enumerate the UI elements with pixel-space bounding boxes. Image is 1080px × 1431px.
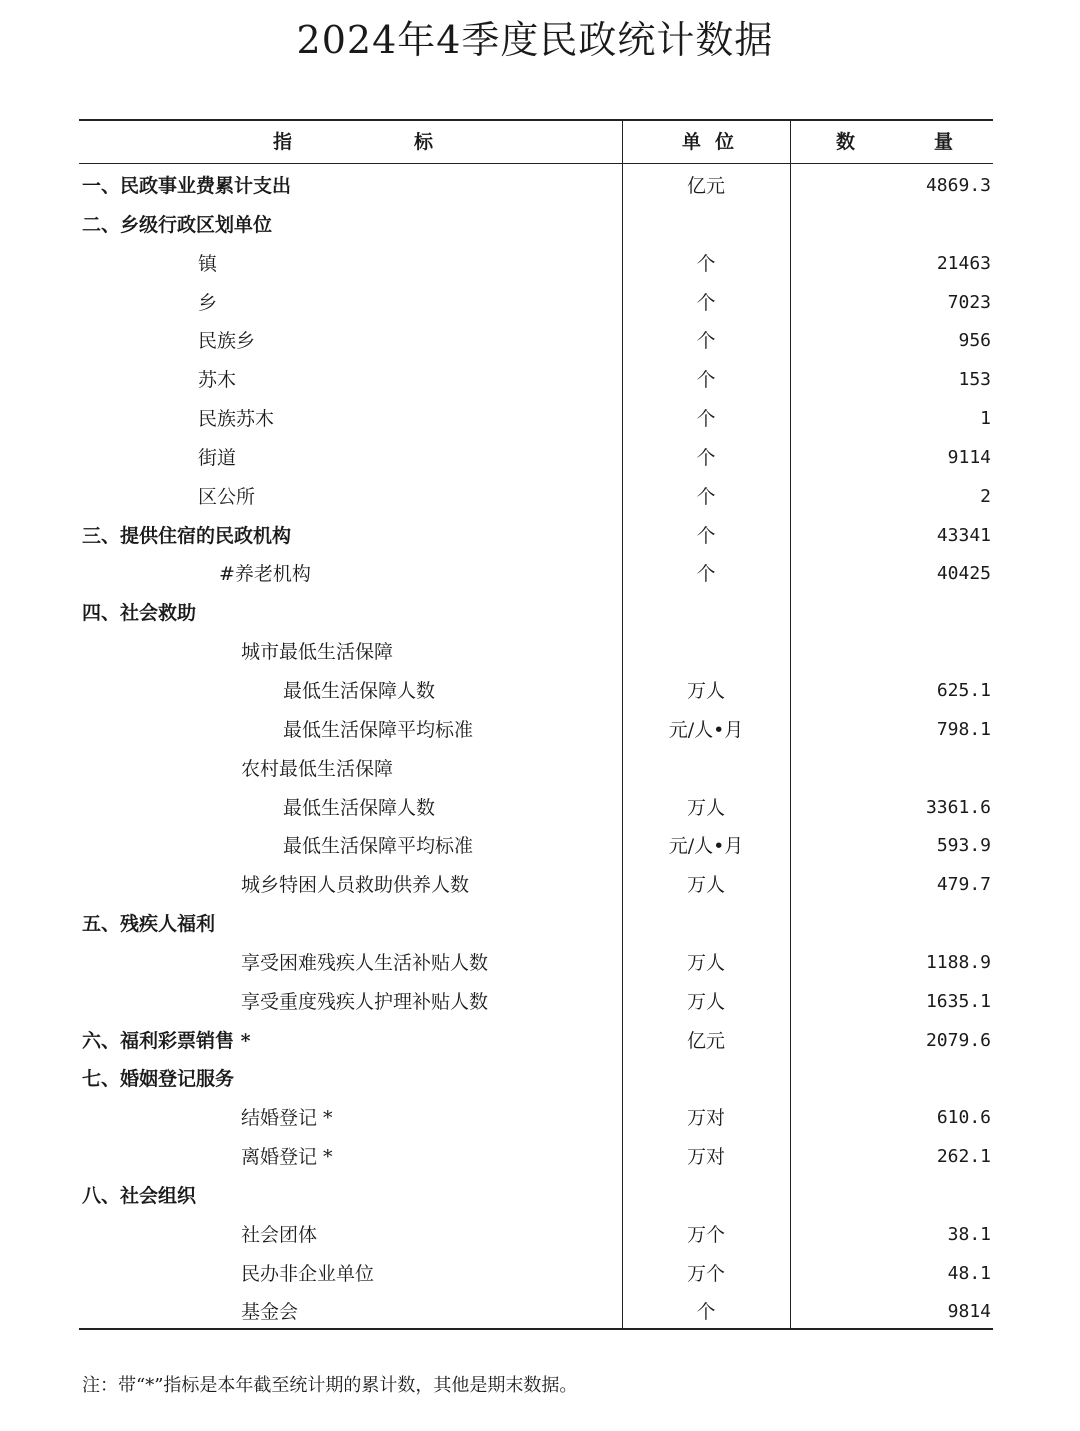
row-unit: 万个 [686,1223,725,1246]
row-value: 40425 [936,563,991,585]
row-value: 479.7 [936,874,991,896]
row-unit: 个 [696,291,716,314]
row-unit: 个 [696,330,716,353]
row-indicator: 基金会 [241,1301,299,1324]
table-row [79,1060,993,1099]
table-row [79,1293,993,1332]
row-value: 3361.6 [925,796,991,818]
header-indicator-char: 指 [273,131,293,153]
header-unit-char: 位 [714,131,734,153]
row-unit: 万人 [686,679,725,702]
row-indicator: 乡 [198,291,218,314]
table-row [79,1099,993,1138]
row-indicator: 结婚登记 * [241,1107,333,1130]
row-indicator: 城乡特困人员救助供养人数 [241,874,470,897]
row-value: 1 [980,408,991,430]
header-value-char: 量 [933,131,953,153]
table-row [79,439,993,478]
row-unit: 万人 [686,874,725,897]
row-indicator: 四、社会救助 [82,602,197,625]
table-row [79,555,993,594]
row-unit: 个 [696,369,716,392]
row-unit: 万人 [686,990,725,1013]
table-row [79,827,993,866]
row-value: 2 [980,485,991,507]
table-row [79,167,993,206]
row-unit: 亿元 [686,1029,725,1052]
table-body [79,167,993,1332]
row-indicator: 苏木 [198,369,237,392]
row-indicator: 农村最低生活保障 [241,757,394,780]
row-indicator: 离婚登记 * [241,1146,333,1169]
table-row [79,1022,993,1061]
row-indicator: 享受重度残疾人护理补贴人数 [241,990,489,1013]
footnote: 注：带“*”指标是本年截至统计期的累计数，其他是期末数据。 [82,1375,578,1396]
row-value: 593.9 [936,835,991,857]
row-unit: 个 [696,408,716,431]
table-row [79,284,993,323]
row-indicator: 民办非企业单位 [241,1262,375,1285]
table-row [79,361,993,400]
page-title: 2024年4季度民政统计数据 [296,18,774,62]
table-row [79,1177,993,1216]
row-value: 2079.6 [925,1029,991,1051]
table-row [79,478,993,517]
row-indicator: 享受困难残疾人生活补贴人数 [241,951,489,974]
row-unit: 个 [696,485,716,508]
row-unit: 个 [696,524,716,547]
table-row [79,711,993,750]
row-unit: 万对 [686,1107,725,1130]
row-unit: 个 [696,446,716,469]
row-value: 9814 [947,1301,991,1323]
table-header [79,121,993,164]
row-value: 38.1 [947,1223,991,1245]
header-unit [682,121,734,164]
row-indicator: 八、社会组织 [82,1184,197,1207]
row-value: 262.1 [936,1146,991,1168]
table-row [79,245,993,284]
row-unit: 万人 [686,951,725,974]
table-row [79,866,993,905]
table-row [79,517,993,556]
table-row [79,1255,993,1294]
row-unit: 元/人•月 [668,718,744,741]
row-value: 4869.3 [925,175,991,196]
row-value: 153 [958,369,991,391]
row-value: 956 [958,330,991,352]
table-row [79,983,993,1022]
table-row [79,944,993,983]
table-row [79,672,993,711]
row-value: 798.1 [936,718,991,740]
row-value: 7023 [947,291,991,313]
row-unit: 元/人•月 [668,835,744,858]
table-row [79,905,993,944]
row-indicator: 民族乡 [198,330,256,353]
row-indicator: 民族苏木 [198,408,275,431]
row-indicator: 镇 [198,252,218,275]
row-indicator: 二、乡级行政区划单位 [82,213,273,236]
row-indicator: 街道 [198,446,237,469]
row-unit: 亿元 [686,175,725,197]
header-value [836,121,953,164]
row-unit: 万人 [686,796,725,819]
table-row [79,206,993,245]
row-indicator: 区公所 [198,485,256,508]
table-row [79,322,993,361]
row-value: 1635.1 [925,990,991,1012]
table-row [79,400,993,439]
table-row [79,1216,993,1255]
table-row [79,1138,993,1177]
header-indicator [273,121,433,164]
row-value: 610.6 [936,1107,991,1129]
row-indicator: 五、残疾人福利 [82,913,216,936]
row-value: 21463 [936,252,991,274]
header-unit-char: 单 [682,131,702,153]
row-unit: 万个 [686,1262,725,1285]
row-value: 43341 [936,524,991,546]
row-indicator: 一、民政事业费累计支出 [82,175,292,197]
row-indicator: 三、提供住宿的民政机构 [82,524,292,547]
row-indicator: 最低生活保障人数 [283,796,436,819]
row-indicator: 最低生活保障平均标准 [283,718,474,741]
row-value: 48.1 [947,1262,991,1284]
row-indicator: 最低生活保障平均标准 [283,835,474,858]
row-indicator: 社会团体 [241,1223,318,1246]
row-unit: 个 [696,563,716,586]
header-value-char: 数 [836,131,856,153]
row-indicator: 六、福利彩票销售 * [82,1029,251,1052]
row-value: 1188.9 [925,951,991,973]
row-indicator: 最低生活保障人数 [283,679,436,702]
row-unit: 个 [696,252,716,275]
row-value: 9114 [947,446,991,468]
table-row [79,789,993,828]
row-unit: 万对 [686,1146,725,1169]
header-indicator-char: 标 [413,131,433,153]
table-row [79,594,993,633]
row-unit: 个 [696,1301,716,1324]
table-row [79,750,993,789]
row-indicator: #养老机构 [219,563,311,586]
row-indicator: 七、婚姻登记服务 [82,1068,235,1091]
row-indicator: 城市最低生活保障 [241,641,394,664]
table-row [79,633,993,672]
row-value: 625.1 [936,679,991,701]
statistics-table [79,119,993,1330]
